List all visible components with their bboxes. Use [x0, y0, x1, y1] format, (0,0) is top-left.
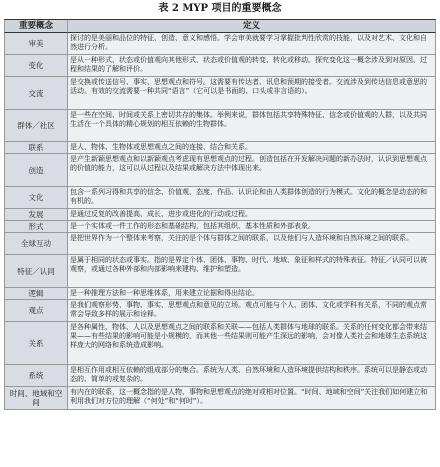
- definition-cell: 是一些在空间、时间或关系上密切共存的集体。举例来说，群体包括共享特殊特征、信念或价值观的人群，以及共同生活在一个具体的精心规划的相互依赖的生物群体。: [68, 110, 436, 142]
- definition-cell: 是从一种形式、状态或价值观向其他形式、状态或价值观的转变、转化或移动。探究变化这一概念涉及到对原因、过程和结果的了解和评价。: [68, 55, 436, 77]
- concept-cell: 关系: [4, 322, 68, 365]
- definition-cell: 是各种属性、物体、人以及思想观点之间的联系和关联——包括人类群体与地球的联系。关系的任何变化都会带来结果——有些结果的影响可能是小规模的，而其他一些结果则可能产生深远的影响，会对像人类社会和地球生态系统这样庞大的网络和系统造成影响。: [68, 322, 436, 365]
- concept-cell: 系统: [4, 365, 68, 387]
- definition-cell: 是一个实体或一件工作的形态和基础结构，包括其组织、基本性质和外部表象。: [68, 221, 436, 233]
- concept-cell: 特征／认同: [4, 255, 68, 288]
- header-definition: 定义: [68, 19, 436, 33]
- concept-cell: 文化: [4, 187, 68, 209]
- definition-cell: 是属于相同的状态或事实。指的是界定个体、团体、事物、时代、地域、象征和样式的特殊表征。特征／认同可以被观察，或通过各种外部和内部影响来建构、维护和塑造。: [68, 255, 436, 288]
- definition-cell: 是产生新颖思想观点和以新颖观点考虑现有思想观点的过程。创造包括在开发解决问题的新办法时，认识到思想观点的价值的能力，这可以从过程以及结果或解决方法中体现出来。: [68, 154, 436, 187]
- concept-cell: 审美: [4, 33, 68, 55]
- concept-cell: 群体／社区: [4, 110, 68, 142]
- concept-cell: 逻辑: [4, 288, 68, 300]
- concept-cell: 形式: [4, 221, 68, 233]
- definition-cell: 探讨的是美丽和品位的特征、创造、意义和感悟。学会审美就要学习掌握批判性欣赏的技能，以及对艺术、文化和自然进行分析。: [68, 33, 436, 55]
- concept-cell: 变化: [4, 55, 68, 77]
- definition-cell: 是相互作用或相互依赖的组成部分的集合。系统为人类、自然环境和人造环境提供结构和秩序。系统可以是静态或动态的、简单的或复杂的。: [68, 365, 436, 387]
- definition-cell: 是把世界作为一个整体来考察，关注的是个体与群体之间的联系，以及他们与人造环境和自然环境之间的联系。: [68, 233, 436, 255]
- concept-cell: 全球互动: [4, 233, 68, 255]
- definition-cell: 是交换或传送信号、事实、思想观点和符号。这需要有传达者、讯息和预期的接受者。交流涉及到传达信息或意思的活动。有效的交流需要一种共同“语言”（它可以是书面的、口头或非言语的）。: [68, 77, 436, 110]
- table-caption: 表 2 MYP 项目的重要概念: [158, 3, 282, 14]
- concept-cell: 创造: [4, 154, 68, 187]
- definition-cell: 是通过反复的改善提高、成长、进步或进化的行动或过程。: [68, 209, 436, 221]
- concept-cell: 时间、地域和空间: [4, 387, 68, 410]
- concepts-table: [4, 19, 436, 410]
- concept-cell: 交流: [4, 77, 68, 110]
- definition-cell: 包含一系列习得和共享的信念、价值观、态度、作品、认识论和由人类群体创造的行为模式。文化的概念是动态的和有机的。: [68, 187, 436, 209]
- definition-cell: 是一种推理方法和一种思维体系，用来建立论据和得出结论。: [68, 288, 436, 300]
- definition-cell: 是我们观察形势、事物、事实、思想观点和意见的立场。观点可能与个人、团体、文化或学科有关系，不同的观点常常会导致多样的展示和诠释。: [68, 300, 436, 322]
- definition-cell: 是人、物体、生物体或思想观点之间的连接、结合和关系。: [68, 142, 436, 154]
- header-concept: 重要概念: [4, 19, 68, 33]
- concept-cell: 联系: [4, 142, 68, 154]
- definition-cell: 有内在的联系，这一概念指的是人物、事物和思想观点的绝对或相对位置。“时间、地域和空间”关注我们如何建立和利用我们对方位的理解（“何处”和“何时”）。: [68, 387, 436, 410]
- concept-cell: 观点: [4, 300, 68, 322]
- concept-cell: 发展: [4, 209, 68, 221]
